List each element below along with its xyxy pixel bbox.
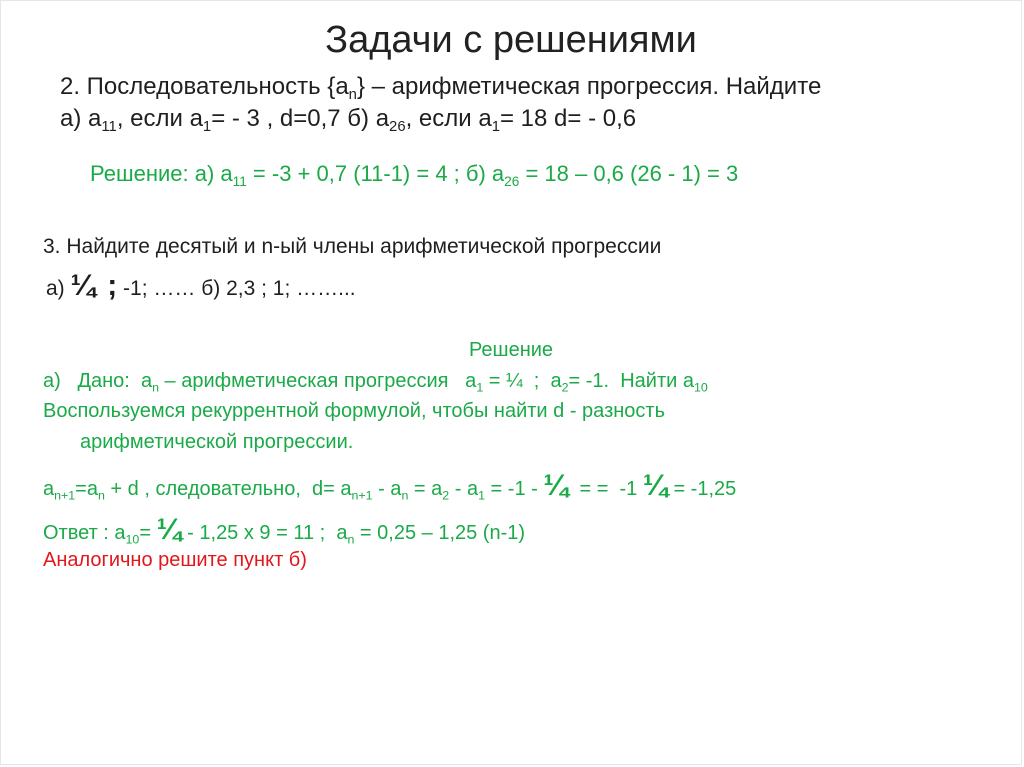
task2-conditions: а) $a_{11}$, если $a_1= - 3$ , d=0,7 б) $a_{26}$, если $a_1= 18$ d= - 0,6	[60, 105, 637, 136]
difference-formula: $a_{n+1}=a_n + d$ , следовательно, $d= a_{n+1} - a_n = a_2 - a_1 = -1$ - ¼ = = -1 ¼ = -1,25	[43, 469, 737, 503]
task2-solution: Решение: а) $a_{11} = -3 + 0,7$ (11-1) = 4 ; б) $a_{26} = 18 - 0,6$ (26 - 1) = 3	[90, 161, 739, 189]
recurrence-line-1: Воспользуемся рекуррентной формулой, чтобы найти d - разность	[43, 400, 665, 422]
slide-title: Задачи с решениями	[325, 19, 697, 61]
task2-statement: 2. Последовательность $\{a_n\}$ – арифметическая прогрессия. Найдите	[60, 73, 822, 104]
solution-given: а) Дано: $a_n$ – арифметическая прогрессия $a_1$ = ¼ ; $a_2= -1$. Найти $a_{10}$	[43, 370, 708, 395]
recurrence-line-2: арифметической прогрессии.	[80, 431, 354, 453]
exercise-note: Аналогично решите пункт б)	[43, 549, 307, 571]
solution-heading: Решение	[468, 339, 554, 361]
task3-statement: 3. Найдите десятый и n-ый члены арифметической прогрессии	[43, 235, 662, 258]
answer-line: Ответ : $a_{10}=$ ¼ - 1,25 x 9 = 11 ; $a_n = 0,25 - 1,25$ (n-1)	[43, 513, 526, 547]
task3-sequences: а) ¼ ; -1; …… б) 2,3 ; 1; ……...	[46, 269, 356, 302]
